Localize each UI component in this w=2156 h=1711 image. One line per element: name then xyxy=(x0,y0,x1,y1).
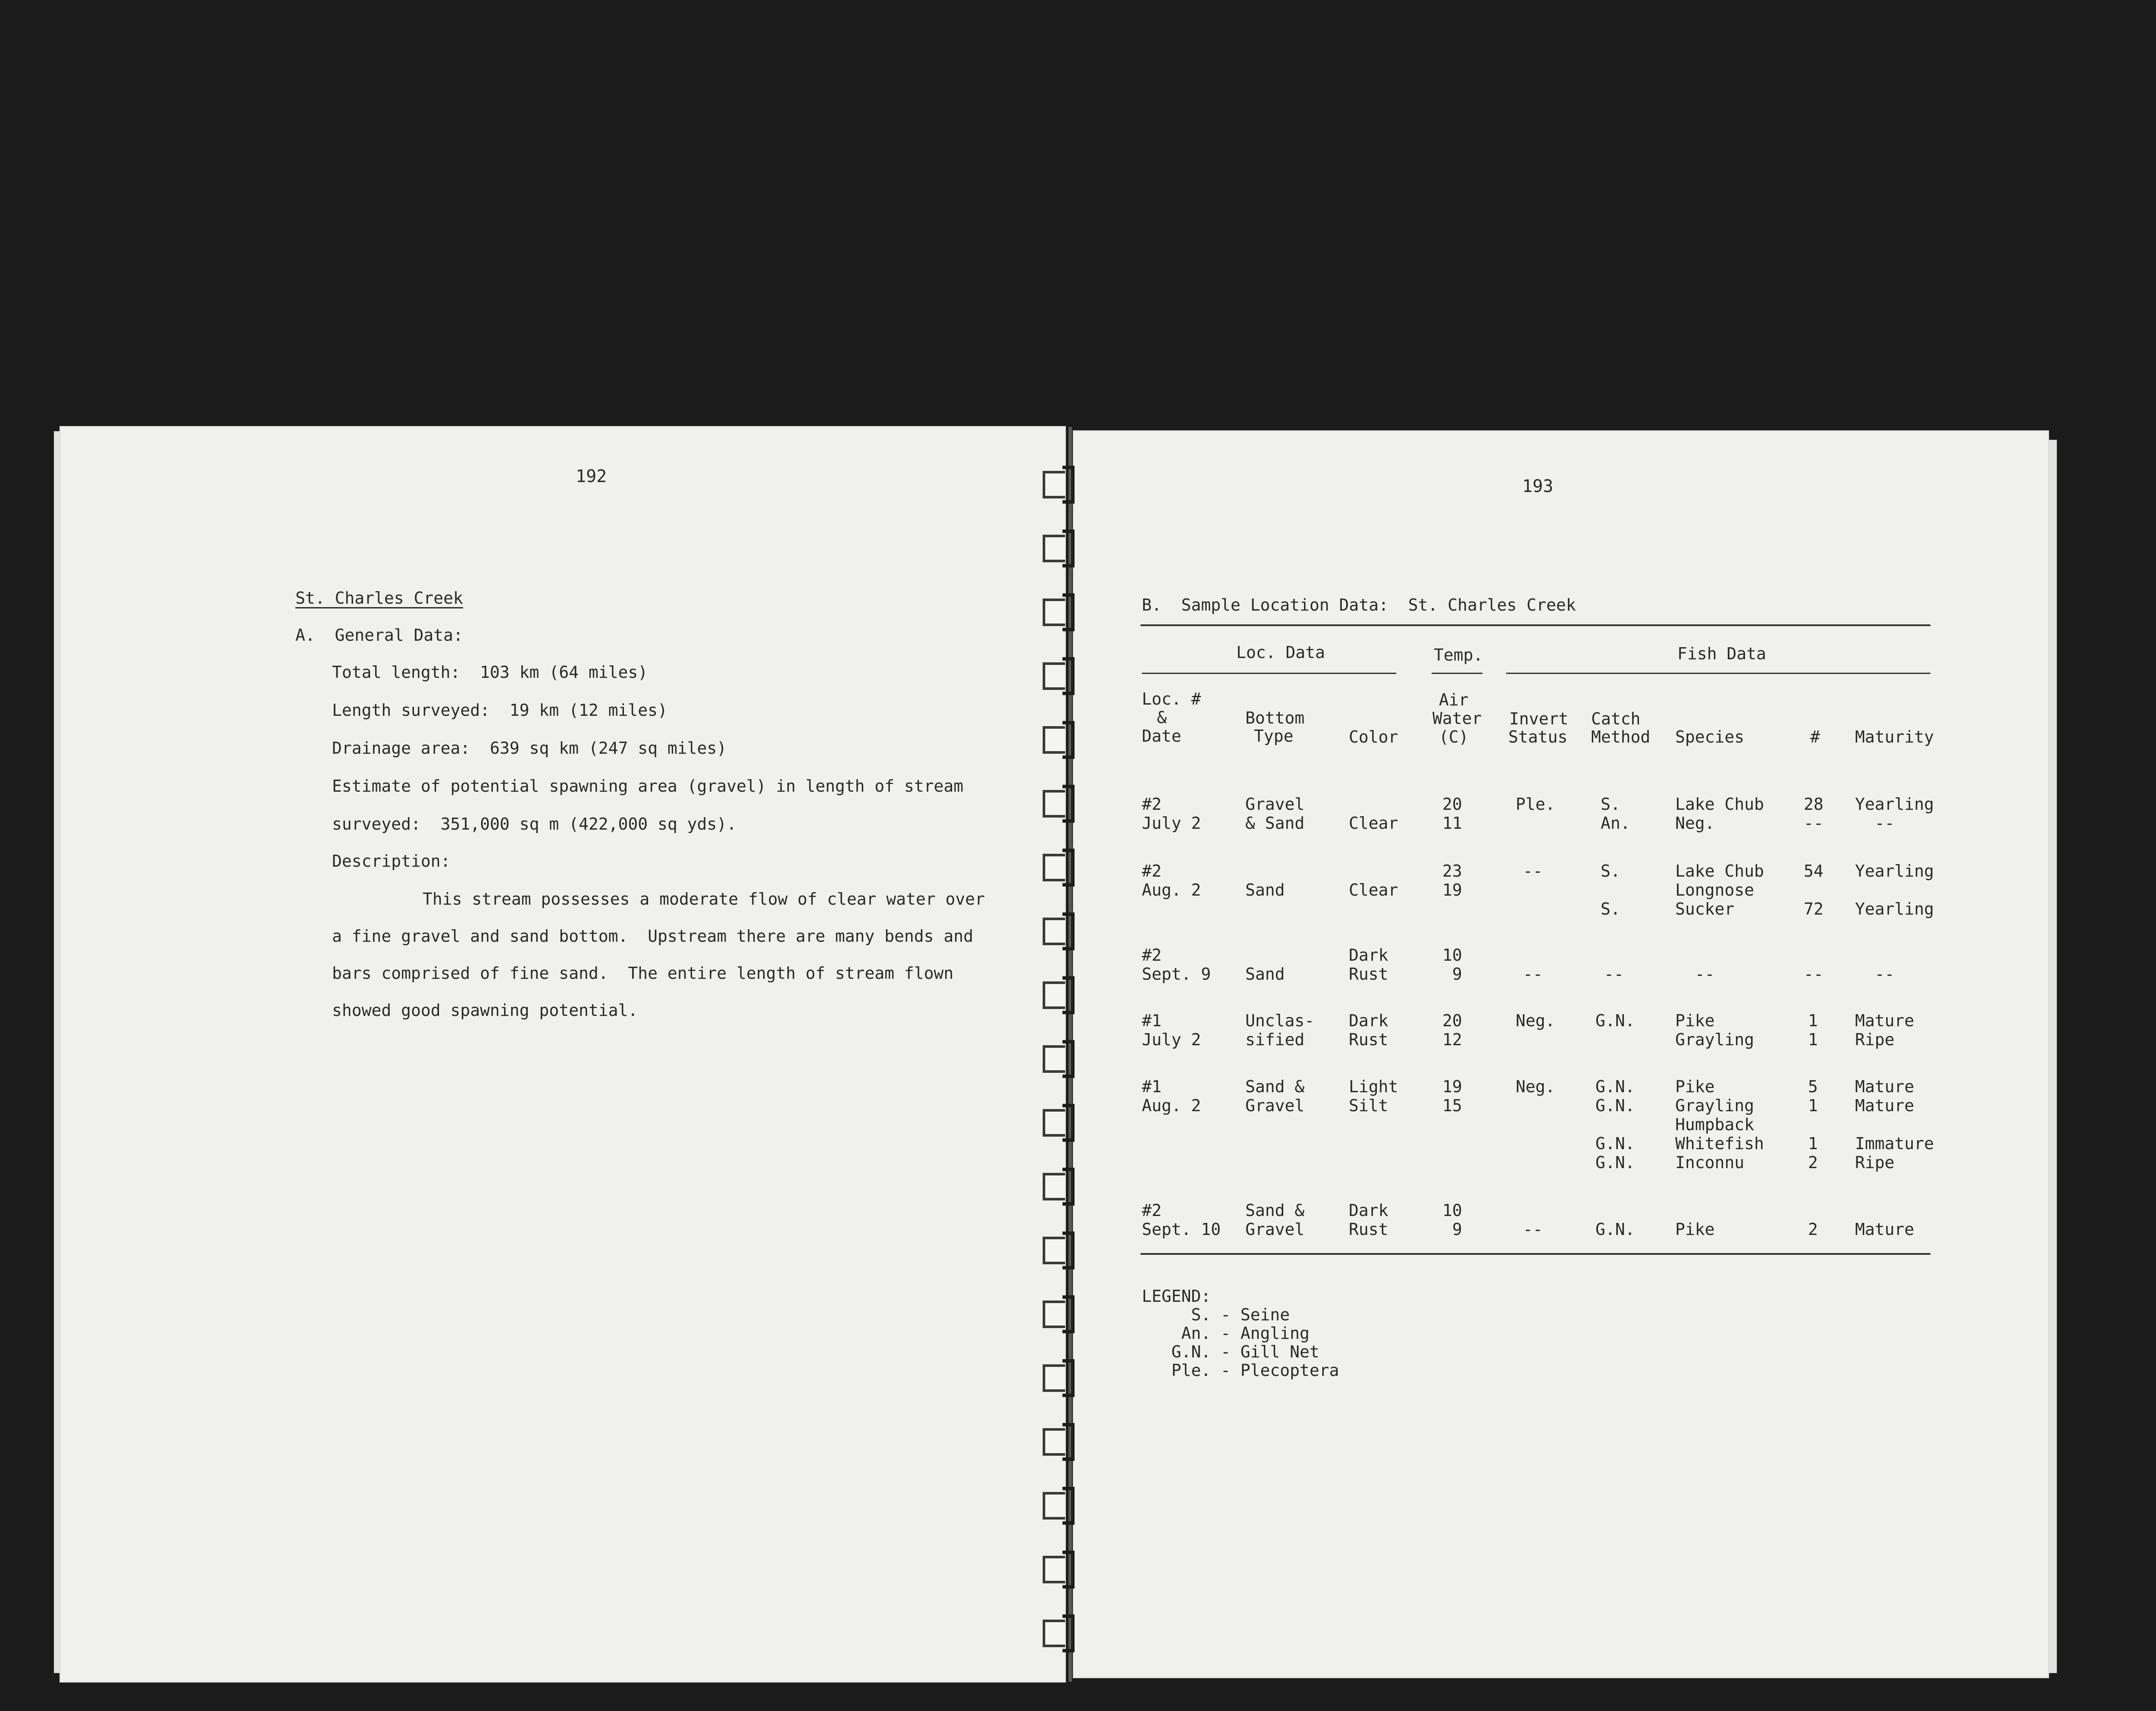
section-b-title: B. Sample Location Data: St. Charles Creek xyxy=(1142,595,1576,614)
binding-ring xyxy=(1043,1487,1081,1520)
col-header-loc: Loc. # xyxy=(1142,689,1201,708)
col-header-temp: (C) xyxy=(1439,727,1469,746)
cell-species: Lake Chub Longnose Sucker xyxy=(1675,862,1764,918)
cell-color: Clear xyxy=(1349,881,1398,899)
cell-bottom-type: Sand xyxy=(1245,881,1285,899)
cell-count: -- xyxy=(1804,965,1824,984)
binding-ring xyxy=(1043,785,1081,818)
binding-ring xyxy=(1043,1614,1081,1647)
col-header-temp: Air xyxy=(1439,690,1469,709)
legend-item: S. - Seine xyxy=(1142,1305,1290,1324)
cell-bottom-type: Unclas- sified xyxy=(1245,1011,1315,1049)
cell-loc-date: #2 July 2 xyxy=(1142,795,1201,833)
cell-maturity: Mature xyxy=(1855,1220,1915,1239)
fish-group-rule xyxy=(1506,673,1930,674)
col-header-invert-status: Status xyxy=(1508,727,1568,746)
binding-ring xyxy=(1043,657,1081,690)
cell-count: 28 -- xyxy=(1804,795,1824,833)
col-header-invert-status: Invert xyxy=(1509,709,1569,728)
cell-catch-method: G.N. xyxy=(1595,1220,1635,1239)
cell-maturity: Mature Mature Immature Ripe xyxy=(1855,1077,1934,1172)
binding-ring xyxy=(1043,1168,1081,1200)
length-surveyed: Length surveyed: 19 km (12 miles) xyxy=(332,701,667,720)
left-page xyxy=(60,427,1065,1682)
cell-invert-status: Neg. xyxy=(1516,1011,1555,1030)
cell-invert-status: -- xyxy=(1523,1220,1543,1239)
binding-ring xyxy=(1043,1295,1081,1328)
page-number-192: 192 xyxy=(576,467,607,486)
col-header-count: # xyxy=(1810,727,1820,746)
binding-ring xyxy=(1043,1551,1081,1583)
cell-maturity: Mature Ripe xyxy=(1855,1011,1915,1049)
cell-temp: 10 9 xyxy=(1442,1201,1462,1239)
table-top-rule xyxy=(1141,624,1930,626)
cell-temp: 23 19 xyxy=(1442,862,1462,899)
cell-color: Dark Rust xyxy=(1349,946,1388,984)
cell-catch-method: S. An. xyxy=(1601,795,1630,833)
binding-ring xyxy=(1043,1423,1081,1456)
temp-group-rule xyxy=(1432,673,1482,674)
cell-loc-date: #2 Aug. 2 xyxy=(1142,862,1201,899)
cell-color: Dark Rust xyxy=(1349,1201,1388,1239)
group-header-temp: Temp. xyxy=(1434,646,1483,664)
cell-invert-status: -- xyxy=(1523,965,1543,984)
cell-species: Lake Chub Neg. xyxy=(1675,795,1764,833)
total-length: Total length: 103 km (64 miles) xyxy=(332,663,648,682)
cell-bottom-type: Sand xyxy=(1245,965,1285,984)
description-line: bars comprised of fine sand. The entire length of stream flown xyxy=(332,964,954,983)
binding-ring xyxy=(1043,1104,1081,1137)
cell-maturity: Yearling Yearling xyxy=(1855,862,1934,918)
cell-temp: 19 15 xyxy=(1442,1077,1462,1115)
cell-catch-method: G.N. G.N. G.N. G.N. xyxy=(1595,1077,1635,1172)
loc-group-rule xyxy=(1142,673,1396,674)
legend-item: An. - Angling xyxy=(1142,1324,1310,1343)
col-header-loc: Date xyxy=(1142,727,1181,746)
col-header-catch-method: Catch xyxy=(1591,709,1641,728)
binding-ring xyxy=(1043,593,1081,626)
cell-temp: 20 11 xyxy=(1442,795,1462,833)
page-number-193: 193 xyxy=(1522,476,1554,496)
cell-color: Dark Rust xyxy=(1349,1011,1388,1049)
cell-species: -- xyxy=(1695,965,1715,984)
cell-loc-date: #1 July 2 xyxy=(1142,1011,1201,1049)
cell-bottom-type: Sand & Gravel xyxy=(1245,1077,1305,1115)
cell-temp: 10 9 xyxy=(1442,946,1462,984)
legend-title: LEGEND: xyxy=(1142,1287,1211,1306)
section-a-title: A. General Data: xyxy=(295,626,463,645)
drainage-area: Drainage area: 639 sq km (247 sq miles) xyxy=(332,739,727,758)
cell-species: Pike xyxy=(1675,1220,1715,1239)
cell-catch-method: G.N. xyxy=(1595,1011,1635,1030)
cell-bottom-type: Sand & Gravel xyxy=(1245,1201,1305,1239)
cell-color: Light Silt xyxy=(1349,1077,1398,1115)
estimate-line-1: Estimate of potential spawning area (gravel) in length of stream xyxy=(332,777,964,796)
description-label: Description: xyxy=(332,852,451,871)
description-line: a fine gravel and sand bottom. Upstream there are many bends and xyxy=(332,927,974,946)
cell-loc-date: #2 Sept. 9 xyxy=(1142,946,1211,984)
cell-maturity: Yearling -- xyxy=(1855,795,1934,833)
col-header-catch-method: Method xyxy=(1591,727,1651,746)
legend-item: Ple. - Plecoptera xyxy=(1142,1361,1339,1380)
col-header-temp: Water xyxy=(1432,709,1482,728)
cell-bottom-type: Gravel & Sand xyxy=(1245,795,1305,833)
cell-color: Clear xyxy=(1349,814,1398,833)
cell-invert-status: Ple. xyxy=(1516,795,1555,814)
cell-count: 5 1 1 2 xyxy=(1808,1077,1818,1172)
binding-ring xyxy=(1043,466,1081,498)
col-header-maturity: Maturity xyxy=(1855,727,1934,746)
table-bottom-rule xyxy=(1141,1253,1930,1255)
cell-species: Pike Grayling Humpback Whitefish Inconnu xyxy=(1675,1077,1764,1172)
cell-catch-method: -- xyxy=(1604,965,1624,984)
cell-loc-date: #1 Aug. 2 xyxy=(1142,1077,1201,1115)
cell-invert-status: -- xyxy=(1523,862,1543,881)
binding-ring xyxy=(1043,849,1081,881)
binding-ring xyxy=(1043,912,1081,945)
binding-ring xyxy=(1043,1359,1081,1392)
cell-count: 2 xyxy=(1808,1220,1818,1239)
cell-invert-status: Neg. xyxy=(1516,1077,1555,1096)
col-header-bottom-type: Bottom xyxy=(1245,708,1305,727)
binding-ring xyxy=(1043,1040,1081,1073)
col-header-loc: & xyxy=(1157,708,1167,727)
estimate-line-2: surveyed: 351,000 sq m (422,000 sq yds). xyxy=(332,815,736,834)
legend-item: G.N. - Gill Net xyxy=(1142,1342,1319,1361)
binding-ring xyxy=(1043,1232,1081,1264)
right-page-edge xyxy=(2048,440,2057,1673)
cell-species: Pike Grayling xyxy=(1675,1011,1755,1049)
cell-catch-method: S. S. xyxy=(1601,862,1620,918)
group-header-fish: Fish Data xyxy=(1677,644,1766,663)
right-page xyxy=(1074,431,2048,1677)
col-header-color: Color xyxy=(1349,727,1398,746)
cell-count: 1 1 xyxy=(1808,1011,1818,1049)
cell-temp: 20 12 xyxy=(1442,1011,1462,1049)
description-line: showed good spawning potential. xyxy=(332,1001,638,1020)
creek-heading: St. Charles Creek xyxy=(295,589,463,608)
group-header-loc: Loc. Data xyxy=(1236,643,1325,662)
cell-count: 54 72 xyxy=(1804,862,1824,918)
cell-maturity: -- xyxy=(1874,965,1895,984)
col-header-species: Species xyxy=(1675,727,1745,746)
binding-ring xyxy=(1043,530,1081,562)
binding-ring xyxy=(1043,976,1081,1009)
cell-loc-date: #2 Sept. 10 xyxy=(1142,1201,1221,1239)
binding-ring xyxy=(1043,721,1081,754)
description-line: This stream possesses a moderate flow of clear water over xyxy=(423,890,985,909)
col-header-bottom-type: Type xyxy=(1254,727,1294,746)
